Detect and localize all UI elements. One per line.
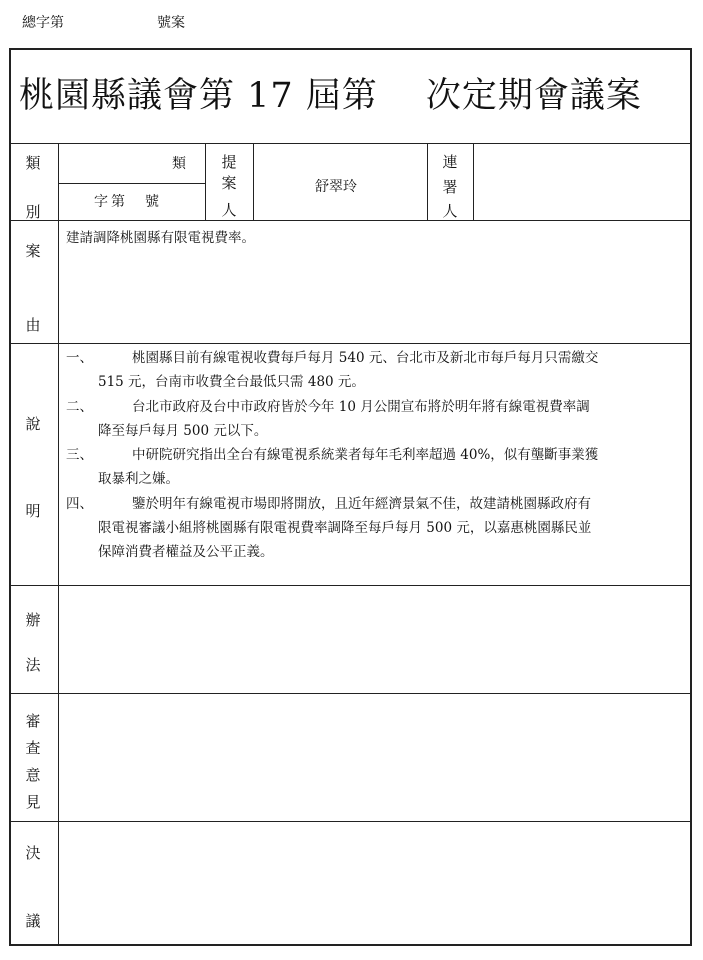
number-value: 字第 號	[94, 194, 162, 210]
row-divider-4	[9, 693, 692, 694]
item-line: 鑒於明年有線電視市場即將開放，且近年經濟景氣不佳，故建請桃園縣政府有	[132, 496, 591, 512]
item-number: 二、	[66, 399, 93, 415]
serial-suffix: 號案	[157, 15, 185, 31]
item-number: 一、	[66, 350, 93, 366]
method-label-2: 法	[25, 656, 41, 674]
item-line: 515 元，台南市收費全台最低只需 480 元。	[98, 374, 365, 390]
item-number: 四、	[66, 496, 93, 512]
item-line: 取暴利之嫌。	[98, 471, 179, 487]
category-value: 類	[172, 156, 186, 172]
row-divider-2	[9, 343, 692, 344]
reason-text: 建請調降桃園縣有限電視費率。	[66, 230, 255, 246]
reason-label-2: 由	[25, 316, 41, 334]
reason-label-1: 案	[25, 242, 41, 260]
category-inner-divider	[58, 183, 205, 184]
item-line: 桃園縣目前有線電視收費每戶每月 540 元、台北市及新北市每戶每月只需繳交	[132, 350, 599, 366]
cosigner-label-3: 人	[442, 202, 458, 220]
document-title: 桃園縣議會第 17 屆第 次定期會議案	[9, 48, 692, 144]
cosigner-label-2: 署	[442, 178, 458, 196]
review-label-4: 見	[25, 793, 41, 811]
decision-label-2: 議	[25, 912, 41, 930]
explanation-item-4	[66, 492, 686, 564]
proposer-label-3: 人	[221, 201, 237, 219]
proposer-right-divider	[253, 144, 254, 220]
item-line: 降至每戶每月 500 元以下。	[98, 423, 268, 439]
proposer-name: 舒翠玲	[315, 179, 357, 195]
item-line: 保障消費者權益及公平正義。	[98, 544, 274, 560]
item-number: 三、	[66, 447, 93, 463]
label-column-divider	[58, 144, 59, 946]
item-line: 台北市政府及台中市政府皆於今年 10 月公開宣布將於明年將有線電視費率調	[132, 399, 590, 415]
explanation-item-2	[66, 395, 686, 443]
decision-label-1: 決	[25, 844, 41, 862]
method-label-1: 辦	[25, 611, 41, 629]
category-label-1: 類	[25, 154, 41, 172]
item-line: 限電視審議小組將桃園縣有限電視費率調降至每戶每月 500 元，以嘉惠桃園縣民並	[98, 520, 592, 536]
row-divider-3	[9, 585, 692, 586]
proposer-label-2: 案	[221, 174, 237, 192]
category-label-2: 別	[25, 203, 41, 221]
review-label-2: 查	[25, 739, 41, 757]
row-divider-1	[9, 220, 692, 221]
item-line: 中研院研究指出全台有線電視系統業者每年毛利率超過 40%，似有壟斷事業獲	[132, 447, 599, 463]
review-label-1: 審	[25, 712, 41, 730]
row-divider-5	[9, 821, 692, 822]
explanation-item-1	[66, 346, 686, 394]
explanation-item-3	[66, 443, 686, 491]
serial-prefix: 總字第	[22, 15, 64, 31]
explanation-label-1: 說	[25, 415, 41, 433]
review-label-3: 意	[25, 766, 41, 784]
proposer-label-1: 提	[221, 153, 237, 171]
cosigner-label-1: 連	[442, 153, 458, 171]
explanation-label-2: 明	[25, 502, 41, 520]
